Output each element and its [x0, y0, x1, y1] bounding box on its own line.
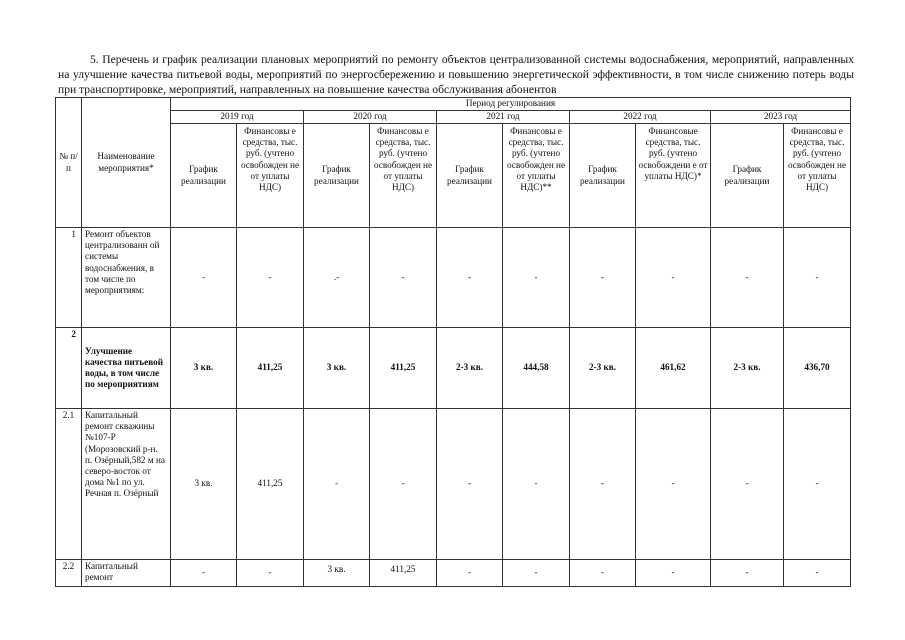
header-schedule: График реализации: [171, 124, 237, 228]
section-heading: 5. Перечень и график реализации плановых мероприятий по ремонту объектов централизованной системы водоснабжения, мероприятий, направленных на улучшение качества питьевой воды, мероприятий по энергосбережению и повышению энергетической эффективности, в том числе снижению потерь воды при транспортировке, мероприятий, направленных на повышение качества обслуживания абонентов: [58, 52, 854, 96]
table-cell: -: [437, 409, 503, 560]
table-cell: 3 кв.: [171, 409, 237, 560]
header-period: Период регулирования: [171, 98, 851, 111]
header-year-2019: 2019 год: [171, 111, 304, 124]
table-cell: -: [171, 560, 237, 587]
header-schedule: График реализации: [711, 124, 784, 228]
table-cell: -: [237, 228, 304, 328]
row-number: 2.2: [56, 560, 82, 587]
header-year-2021: 2021 год: [437, 111, 570, 124]
table-cell: 444,58: [503, 328, 570, 409]
table-cell: 2-3 кв.: [711, 328, 784, 409]
table-cell: -: [570, 409, 636, 560]
table-cell: -: [711, 560, 784, 587]
header-num: № п/п: [56, 98, 82, 228]
header-schedule: График реализации: [437, 124, 503, 228]
table-cell: -: [370, 409, 437, 560]
table-cell: -: [784, 560, 851, 587]
header-finance: Финансовы е средства, тыс. руб. (учтено освобожден не от уплаты НДС)**: [503, 124, 570, 228]
row-name: Капитальный ремонт скважины №107-Р (Морозовский р-н. п. Озёрный,582 м на северо-восток от дома №1 по ул. Речная п. Озёрный: [82, 409, 171, 560]
table-cell: -: [570, 560, 636, 587]
row-name: Ремонт объектов централизованн ой системы водоснабжения, в том числе по мероприятиям:: [82, 228, 171, 328]
table-cell: -: [171, 228, 237, 328]
row-name: Капитальный ремонт: [82, 560, 171, 587]
header-schedule: График реализации: [304, 124, 370, 228]
header-year-2022: 2022 год: [570, 111, 711, 124]
table-cell: 2-3 кв.: [437, 328, 503, 409]
table-cell: .-: [304, 228, 370, 328]
table-cell: 3 кв.: [304, 560, 370, 587]
header-year-2020: 2020 год: [304, 111, 437, 124]
table-row: [56, 328, 851, 409]
table-cell: -: [711, 409, 784, 560]
table-cell: -: [784, 228, 851, 328]
table-cell: 3 кв.: [171, 328, 237, 409]
table-cell: -: [784, 409, 851, 560]
table-cell: -: [503, 560, 570, 587]
table-cell: -: [437, 560, 503, 587]
table-cell: 411,25: [370, 328, 437, 409]
row-name: Улучшение качества питьевой воды, в том числе по мероприятиям: [82, 328, 171, 409]
header-finance: Финансовы е средства, тыс. руб. (учтено освобожден не от уплаты НДС): [237, 124, 304, 228]
table-cell: 411,25: [370, 560, 437, 587]
plan-table: [55, 97, 851, 587]
table-cell: -: [636, 409, 711, 560]
table-cell: -: [503, 228, 570, 328]
table-row: [56, 560, 851, 587]
header-year-2023: 2023 год: [711, 111, 851, 124]
table-cell: 461,62: [636, 328, 711, 409]
table-cell: 2-3 кв.: [570, 328, 636, 409]
table-cell: 436,70: [784, 328, 851, 409]
table-cell: 411,25: [237, 328, 304, 409]
table-cell: -: [304, 409, 370, 560]
header-finance: Финансовые средства, тыс. руб. (учтено освобождени е от уплаты НДС)*: [636, 124, 711, 228]
table-cell: -: [711, 228, 784, 328]
row-number: 2: [56, 328, 82, 409]
table-cell: -: [437, 228, 503, 328]
table-cell: -: [503, 409, 570, 560]
row-number: 1: [56, 228, 82, 328]
header-name: Наименование мероприятия*: [82, 98, 171, 228]
table-cell: -: [636, 560, 711, 587]
table-cell: -: [237, 560, 304, 587]
table-cell: -: [570, 228, 636, 328]
table-row: [56, 228, 851, 328]
header-finance: Финансовы е средства, тыс. руб. (учтено освобожден не от уплаты НДС): [784, 124, 851, 228]
table-cell: -: [370, 228, 437, 328]
table-cell: 3 кв.: [304, 328, 370, 409]
row-number: 2.1: [56, 409, 82, 560]
header-finance: Финансовы е средства, тыс. руб. (учтено освобожден не от уплаты НДС): [370, 124, 437, 228]
table-cell: 411,25: [237, 409, 304, 560]
table-cell: -: [636, 228, 711, 328]
table-row: [56, 409, 851, 560]
header-schedule: График реализации: [570, 124, 636, 228]
